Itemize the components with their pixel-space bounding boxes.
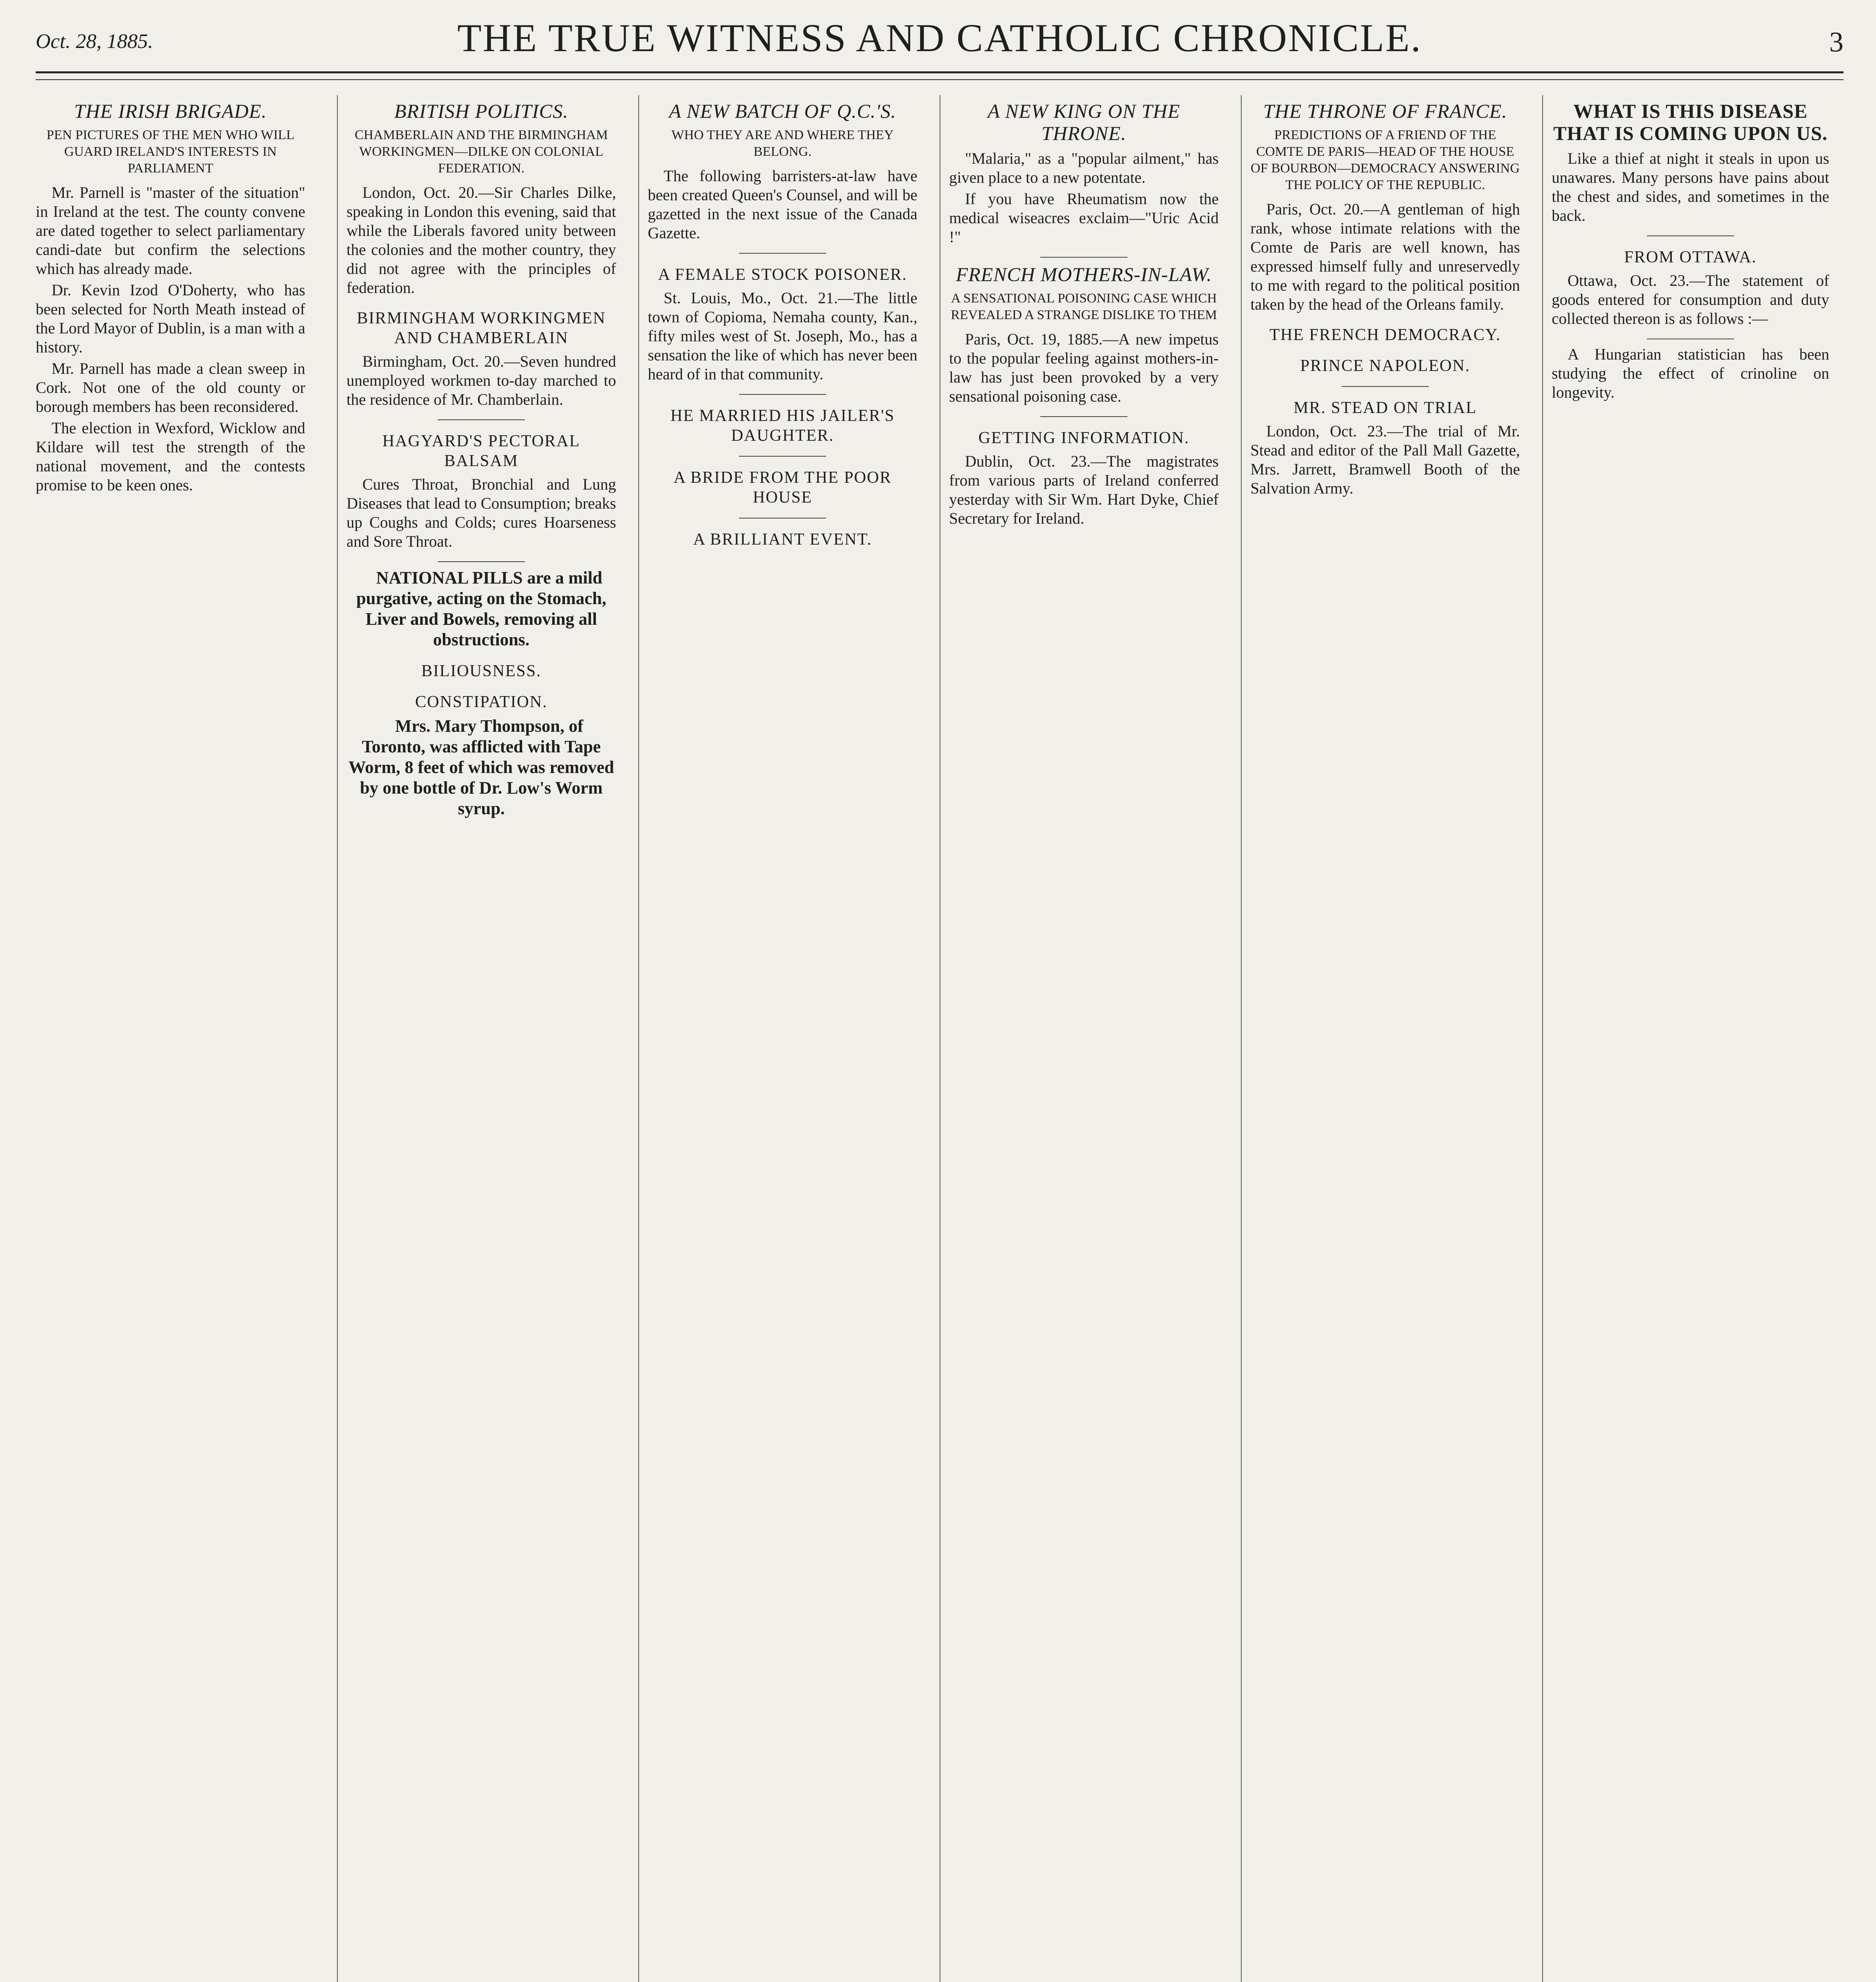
separator-rule (739, 253, 826, 254)
column-3 (638, 95, 917, 1982)
article-paragraph: Paris, Oct. 20.—A gentleman of high rank, whose intimate relations with the Comte de Paris are well known, has expressed himself fully and unreservedly to me with regard to the political position taken by the head of the Orleans family. (1250, 200, 1520, 313)
section-heading: GETTING INFORMATION. (978, 429, 1190, 447)
article-paragraph: Paris, Oct. 19, 1885.—A new impetus to the popular feeling against mothers-in-law has just been provoked by a very sensational poisoning case. (949, 330, 1219, 405)
article-paragraph: St. Louis, Mo., Oct. 21.—The little town of Copioma, Nemaha county, Kan., fifty miles west of St. Joseph, Mo., has a sensation the like of which has never been heard of in that community. (648, 289, 917, 383)
section-heading: HE MARRIED HIS JAILER'S DAUGHTER. (670, 407, 895, 445)
section-heading: PRINCE NAPOLEON. (1300, 357, 1470, 375)
article-subheading: PEN PICTURES OF THE MEN WHO WILL GUARD IRELAND'S INTERESTS IN PARLIAMENT (46, 128, 295, 176)
section-heading: A BRILLIANT EVENT. (693, 530, 872, 549)
issue-date: Oct. 28, 1885. (36, 30, 153, 53)
article-paragraph: Mr. Parnell has made a clean sweep in Cork. Not one of the old county or borough members has been reconsidered. (36, 360, 305, 415)
article-heading: WHAT IS THIS DISEASE THAT IS COMING UPON US. (1553, 100, 1828, 144)
article-heading: THE THRONE OF FRANCE. (1263, 100, 1507, 122)
section-heading: BIRMINGHAM WORKINGMEN AND CHAMBERLAIN (356, 309, 606, 347)
article-heading: THE IRISH BRIGADE. (74, 100, 267, 122)
ad-text: Mrs. Mary Thompson, of Toronto, was afflicted with Tape Worm, 8 feet of which was removed by one bottle of Dr. Low's Worm syrup. (348, 716, 614, 818)
article-paragraph: Birmingham, Oct. 20.—Seven hundred unemployed workmen to-day marched to the residence of Mr. Chamberlain. (346, 352, 616, 408)
section-heading: FROM OTTAWA. (1624, 248, 1757, 266)
article-paragraph: Dr. Kevin Izod O'Doherty, who has been selected for North Meath instead of the Lord Mayor of Dublin, is a man with a history. (36, 281, 305, 356)
ad-heading: BILIOUSNESS. (421, 662, 542, 680)
newspaper-title: THE TRUE WITNESS AND CATHOLIC CHRONICLE. (457, 16, 1422, 60)
section-heading: MR. STEAD ON TRIAL (1293, 399, 1477, 417)
column-5 (1241, 95, 1520, 1982)
article-subheading: WHO THEY ARE AND WHERE THEY BELONG. (671, 128, 894, 159)
masthead (36, 8, 1843, 67)
article-heading: A NEW BATCH OF Q.C.'S. (669, 100, 896, 122)
article-paragraph: If you have Rheumatism now the medical wiseacres exclaim—"Uric Acid !" (949, 190, 1219, 246)
ad-heading: HAGYARD'S PECTORAL BALSAM (382, 432, 580, 470)
masthead-rule (36, 71, 1843, 73)
section-heading: A FEMALE STOCK POISONER. (658, 266, 907, 284)
section-heading: THE FRENCH DEMOCRACY. (1269, 326, 1501, 344)
article-subheading: A SENSATIONAL POISONING CASE WHICH REVEALED A STRANGE DISLIKE TO THEM (951, 291, 1217, 322)
article-paragraph: Ottawa, Oct. 23.—The statement of goods entered for consumption and duty collected thereon is as follows :— (1552, 272, 1829, 327)
article-paragraph: London, Oct. 23.—The trial of Mr. Stead and editor of the Pall Mall Gazette, Mrs. Jarrett, Bramwell Booth of the Salvation Army. (1250, 422, 1520, 497)
article-paragraph: London, Oct. 20.—Sir Charles Dilke, speaking in London this evening, said that while the Liberals favored unity between the colonies and the mother country, they did not agree with the principles of federation. (346, 184, 616, 297)
column-6 (1542, 95, 1829, 1982)
article-subheading: CHAMBERLAIN AND THE BIRMINGHAM WORKINGMEN—DILKE ON COLONIAL FEDERATION. (354, 128, 608, 176)
section-heading: A BRIDE FROM THE POOR HOUSE (674, 469, 892, 507)
column-1 (36, 95, 305, 1982)
article-paragraph: "Malaria," as a "popular ailment," has given place to a new potentate. (949, 149, 1219, 186)
column-2 (337, 95, 616, 1982)
separator-rule (1647, 235, 1734, 236)
article-heading: FRENCH MOTHERS-IN-LAW. (955, 263, 1212, 285)
separator-rule (739, 394, 826, 395)
separator-rule (438, 419, 525, 420)
ad-text: Cures Throat, Bronchial and Lung Diseases that lead to Consumption; breaks up Coughs and Colds; cures Hoarseness and Sore Throat. (346, 475, 616, 550)
article-paragraph: Like a thief at night it steals in upon us unawares. Many persons have pains about the chest and sides, and sometimes in the back. (1552, 149, 1829, 224)
separator-rule (1040, 257, 1128, 258)
article-paragraph: The following barristers-at-law have been created Queen's Counsel, and will be gazetted in the next issue of the Canada Gazette. (648, 167, 917, 242)
article-paragraph: The election in Wexford, Wicklow and Kildare will test the strength of the national movement, and the contests promise to be keen ones. (36, 419, 305, 494)
article-paragraph: Dublin, Oct. 23.—The magistrates from various parts of Ireland conferred yesterday with Sir Wm. Hart Dyke, Chief Secretary for Ireland. (949, 452, 1219, 527)
page-number: 3 (1829, 26, 1843, 58)
separator-rule (739, 456, 826, 457)
article-paragraph: Mr. Parnell is "master of the situation" in Ireland at the test. The county convene are dated together to select parliamentary candi-date but confirm the selections which has already made. (36, 184, 305, 277)
masthead-rule-thin (36, 79, 1843, 80)
ad-heading: CONSTIPATION. (415, 693, 547, 711)
article-paragraph: A Hungarian statistician has been studying the effect of crinoline on longevity. (1552, 345, 1829, 401)
separator-rule (438, 561, 525, 562)
article-heading: BRITISH POLITICS. (394, 100, 569, 122)
column-4 (940, 95, 1219, 1982)
separator-rule (1040, 416, 1128, 417)
article-heading: A NEW KING ON THE THRONE. (988, 100, 1180, 144)
separator-rule (1342, 386, 1429, 387)
ad-text: NATIONAL PILLS are a mild purgative, acting on the Stomach, Liver and Bowels, removing all obstructions. (356, 568, 607, 649)
article-subheading: PREDICTIONS OF A FRIEND OF THE COMTE DE PARIS—HEAD OF THE HOUSE OF BOURBON—DEMOCRACY ANSWERING THE POLICY OF THE REPUBLIC. (1250, 128, 1520, 192)
